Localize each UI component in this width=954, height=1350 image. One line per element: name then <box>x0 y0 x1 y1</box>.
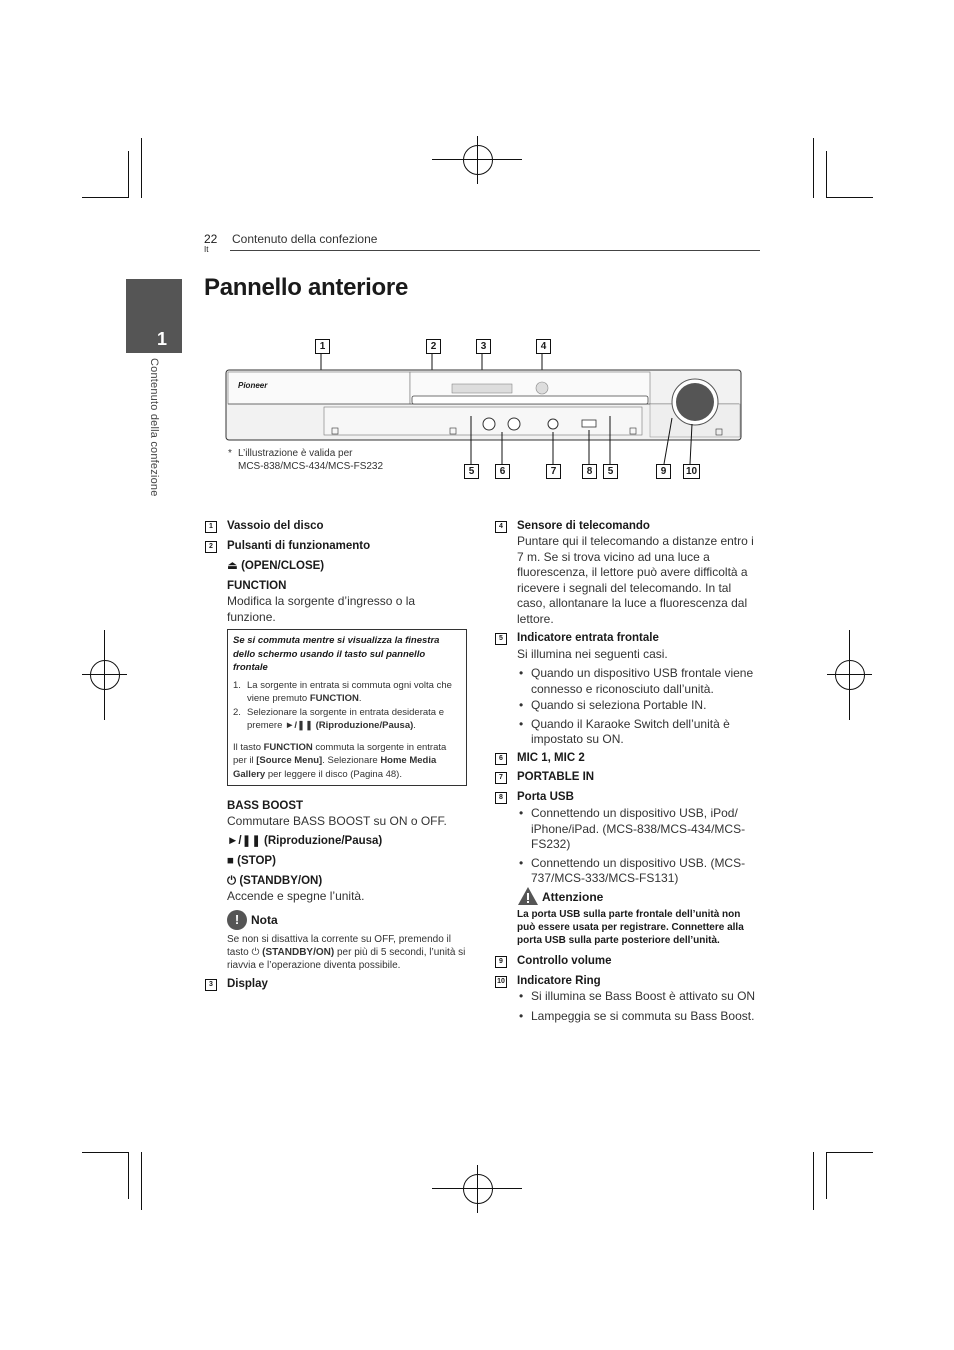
info-box <box>227 629 467 786</box>
callout-3: 3 <box>476 339 491 354</box>
item-number: 5 <box>495 633 507 645</box>
item-number: 2 <box>205 541 217 553</box>
item-number: 8 <box>495 792 507 804</box>
bass-boost-label: BASS BOOST <box>227 800 304 812</box>
power-icon: ⏻ <box>227 875 237 887</box>
list-item-10: 10 Indicatore Ring <box>495 974 760 989</box>
list-item-5: 5 Indicatore entrata frontale <box>495 631 760 646</box>
power-icon: ⏻ <box>251 947 260 958</box>
exclamation-icon: ! <box>227 910 247 930</box>
figure-note-line1: L’illustrazione è valida per <box>238 448 353 459</box>
header-section: Contenuto della confezione <box>232 232 378 246</box>
info-box-paragraph: Il tasto FUNCTION commuta la sorgente in entrata per il [Source Menu]. Selezionare Home Media Gallery per leggere il disco (Pagina 48). <box>233 741 447 780</box>
list-item-6: 6 MIC 1, MIC 2 <box>495 751 760 766</box>
info-box-title: Se si commuta mentre si visualizza la finestra dello schermo usando il tasto sul pannello frontale <box>233 635 440 673</box>
callout-8: 8 <box>582 464 597 479</box>
list-item: • Lampeggia se si commuta su Bass Boost. <box>517 1009 762 1025</box>
page-number: 22 <box>204 232 218 246</box>
list-item: • Quando il Karaoke Switch dell’unità è impostato su ON. <box>517 717 762 748</box>
list-item: • Quando un dispositivo USB frontale viene connesso e riconosciuto dall’unità. <box>517 666 762 697</box>
callout-5a: 5 <box>464 464 479 479</box>
chapter-number: 1 <box>157 329 168 349</box>
item-number: 4 <box>495 521 507 533</box>
item-number: 10 <box>495 976 507 988</box>
item-number: 6 <box>495 753 507 765</box>
list-item-9: 9 Controllo volume <box>495 954 760 969</box>
list-item: • Si illumina se Bass Boost è attivato su ON <box>517 989 762 1005</box>
callout-7: 7 <box>546 464 561 479</box>
list-item-2: 2 Pulsanti di funzionamento <box>205 539 467 554</box>
figure-note-line2: MCS-838/MCS-434/MCS-FS232 <box>238 461 384 472</box>
page-title: Pannello anteriore <box>204 274 408 301</box>
item-4-desc: Puntare qui il telecomando a distanze entro i 7 m. Se si trova vicino ad una luce a fluorescenza, il lettore può avere difficoltà a ricevere i segnali del telecomando. In tal caso, allontanare la luce a fluorescenza dal lettore. <box>517 534 754 626</box>
item-8-bullets <box>517 806 762 887</box>
list-item-3: 3 Display <box>205 977 467 992</box>
item-10-bullets <box>517 989 762 1024</box>
callout-5b: 5 <box>603 464 618 479</box>
stop-label: ■ (STOP) <box>227 855 276 867</box>
function-desc: Modifica la sorgente d’ingresso o la funzione. <box>227 594 416 624</box>
list-item: • Connettendo un dispositivo USB, iPod/ iPhone/iPad. (MCS-838/MCS-434/MCS-FS232) <box>517 806 762 853</box>
nota-heading: Nota <box>251 913 278 927</box>
page-lang: It <box>204 245 209 254</box>
warning-icon <box>517 886 539 906</box>
item-5-desc: Si illumina nei seguenti casi. <box>517 647 668 661</box>
attenzione-heading: Attenzione <box>542 890 604 904</box>
item-number: 9 <box>495 956 507 968</box>
list-item-8: 8 Porta USB <box>495 790 760 805</box>
bass-boost-desc: Commutare BASS BOOST su ON o OFF. <box>227 814 447 828</box>
item-5-bullets <box>517 666 762 748</box>
open-close-label: ⏏ (OPEN/CLOSE) <box>227 560 325 572</box>
info-box-step-1: 1. La sorgente in entrata si commuta ogni volta che viene premuto FUNCTION. <box>233 679 452 704</box>
list-item: • Connettendo un dispositivo USB. (MCS-737/MCS-333/MCS-FS131) <box>517 856 762 887</box>
eject-icon: ⏏ <box>227 560 238 572</box>
standby-label: ⏻ (STANDBY/ON) <box>227 875 323 887</box>
callout-10: 10 <box>683 464 700 479</box>
stop-icon: ■ <box>227 855 234 867</box>
callout-4: 4 <box>536 339 551 354</box>
standby-desc: Accende e spegne l’unità. <box>227 889 365 903</box>
play-pause-label: ►/❚❚ (Riproduzione/Pausa) <box>227 835 383 847</box>
item-number: 3 <box>205 979 217 991</box>
list-item: • Quando si seleziona Portable IN. <box>517 698 762 714</box>
chapter-label: Contenuto della confezione <box>148 358 160 497</box>
list-item-7: 7 PORTABLE IN <box>495 770 760 785</box>
item-number: 7 <box>495 772 507 784</box>
item-number: 1 <box>205 521 217 533</box>
list-item-1: 1 Vassoio del disco <box>205 519 467 534</box>
header-rule <box>230 250 760 251</box>
callout-2: 2 <box>426 339 441 354</box>
figure-note-star: * <box>228 448 232 459</box>
function-label: FUNCTION <box>227 580 287 592</box>
info-box-step-2: 2. Selezionare la sorgente in entrata desiderata e premere ►/❚❚ (Riproduzione/Pausa). <box>233 706 444 731</box>
attenzione-text: La porta USB sulla parte frontale dell’unità non può essere usata per registrare. Connettere alla porta USB sulla parte posteriore dell’unità. <box>517 909 744 946</box>
nota-text: Se non si disattiva la corrente su OFF, premendo il tasto ⏻ (STANDBY/ON) per più di 5 secondi, l’unità si riavvia e l’operazione diventa possibile. <box>227 934 466 971</box>
chapter-tab <box>126 279 182 353</box>
brand-logo: Pioneer <box>238 381 268 390</box>
list-item-4: 4 Sensore di telecomando <box>495 519 760 534</box>
callout-6: 6 <box>495 464 510 479</box>
callout-1: 1 <box>315 339 330 354</box>
callout-9: 9 <box>656 464 671 479</box>
